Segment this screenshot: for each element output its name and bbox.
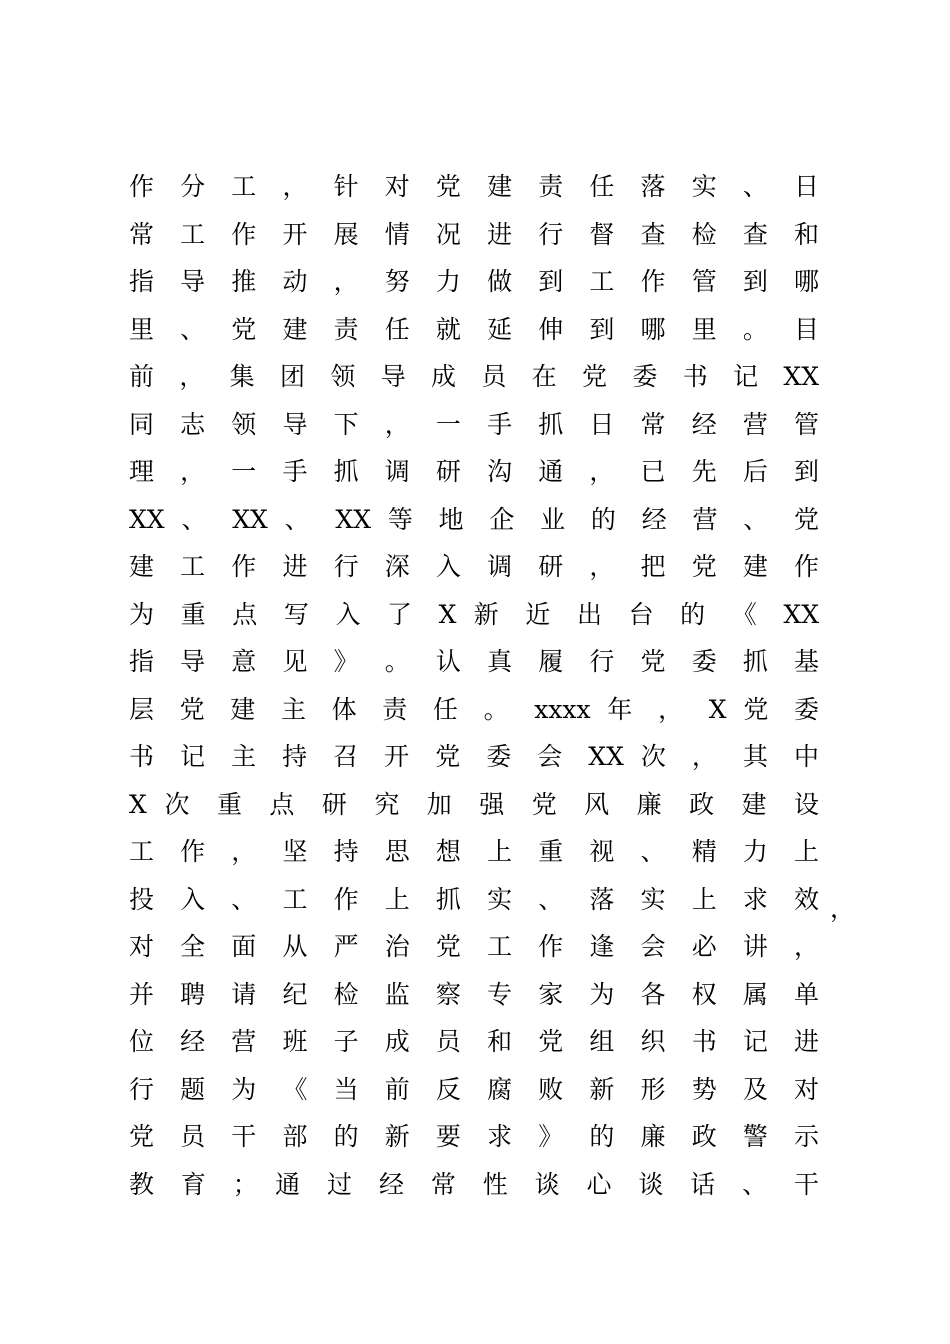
- text-line: X 次 重 点 研 究 加 强 党 风 廉 政 建 设: [129, 789, 819, 819]
- text-line: 工 作 ， 坚 持 思 想 上 重 视 、 精 力 上: [129, 837, 819, 866]
- text-line: 党 员 干 部 的 新 要 求 》 的 廉 政 警 示: [129, 1122, 819, 1151]
- text-line: 位 经 营 班 子 成 员 和 党 组 织 书 记 进: [129, 1027, 819, 1056]
- text-line: 常 工 作 开 展 情 况 进 行 督 查 检 查 和: [129, 219, 819, 249]
- body-text: [129, 163, 819, 1208]
- text-line: 同 志 领 导 下 ， 一 手 抓 日 常 经 营 管: [129, 409, 819, 439]
- text-line: 行 题 为 《 当 前 反 腐 败 新 形 势 及 对: [129, 1074, 819, 1104]
- text-line: 指 导 意 见 》 。 认 真 履 行 党 委 抓 基: [129, 647, 819, 676]
- text-line: 书 记 主 持 召 开 党 委 会 XX 次 ， 其 中: [129, 742, 819, 771]
- text-line: 为 重 点 写 入 了 X 新 近 出 台 的 《 XX: [129, 599, 819, 629]
- text-line: 对 全 面 从 严 治 党 工 作 逢 会 必 讲 ，: [129, 932, 819, 961]
- text-line: 前 ， 集 团 领 导 成 员 在 党 委 书 记 XX: [129, 362, 819, 391]
- text-line: 层 党 建 主 体 责 任 。 xxxx 年 ， X 党 委: [129, 694, 819, 724]
- text-line: XX 、 XX 、 XX 等 地 企 业 的 经 营 、 党: [129, 504, 819, 534]
- text-line: 并 聘 请 纪 检 监 察 专 家 为 各 权 属 单: [129, 979, 819, 1009]
- text-line: 投 入 、 工 作 上 抓 实 、 落 实 上 求 效: [129, 884, 819, 914]
- overhang-punctuation: ，: [830, 894, 856, 923]
- text-line: 作 分 工 ， 针 对 党 建 责 任 落 实 、 日: [129, 172, 819, 201]
- text-line: 教 育 ； 通 过 经 常 性 谈 心 谈 话 、 干: [129, 1169, 819, 1199]
- text-line: 理 ， 一 手 抓 调 研 沟 通 ， 已 先 后 到: [129, 457, 819, 486]
- text-line: 建 工 作 进 行 深 入 调 研 ， 把 党 建 作: [129, 552, 819, 581]
- text-line: 指 导 推 动 ， 努 力 做 到 工 作 管 到 哪: [129, 267, 819, 296]
- text-line: 里 、 党 建 责 任 就 延 伸 到 哪 里 。 目: [129, 314, 819, 344]
